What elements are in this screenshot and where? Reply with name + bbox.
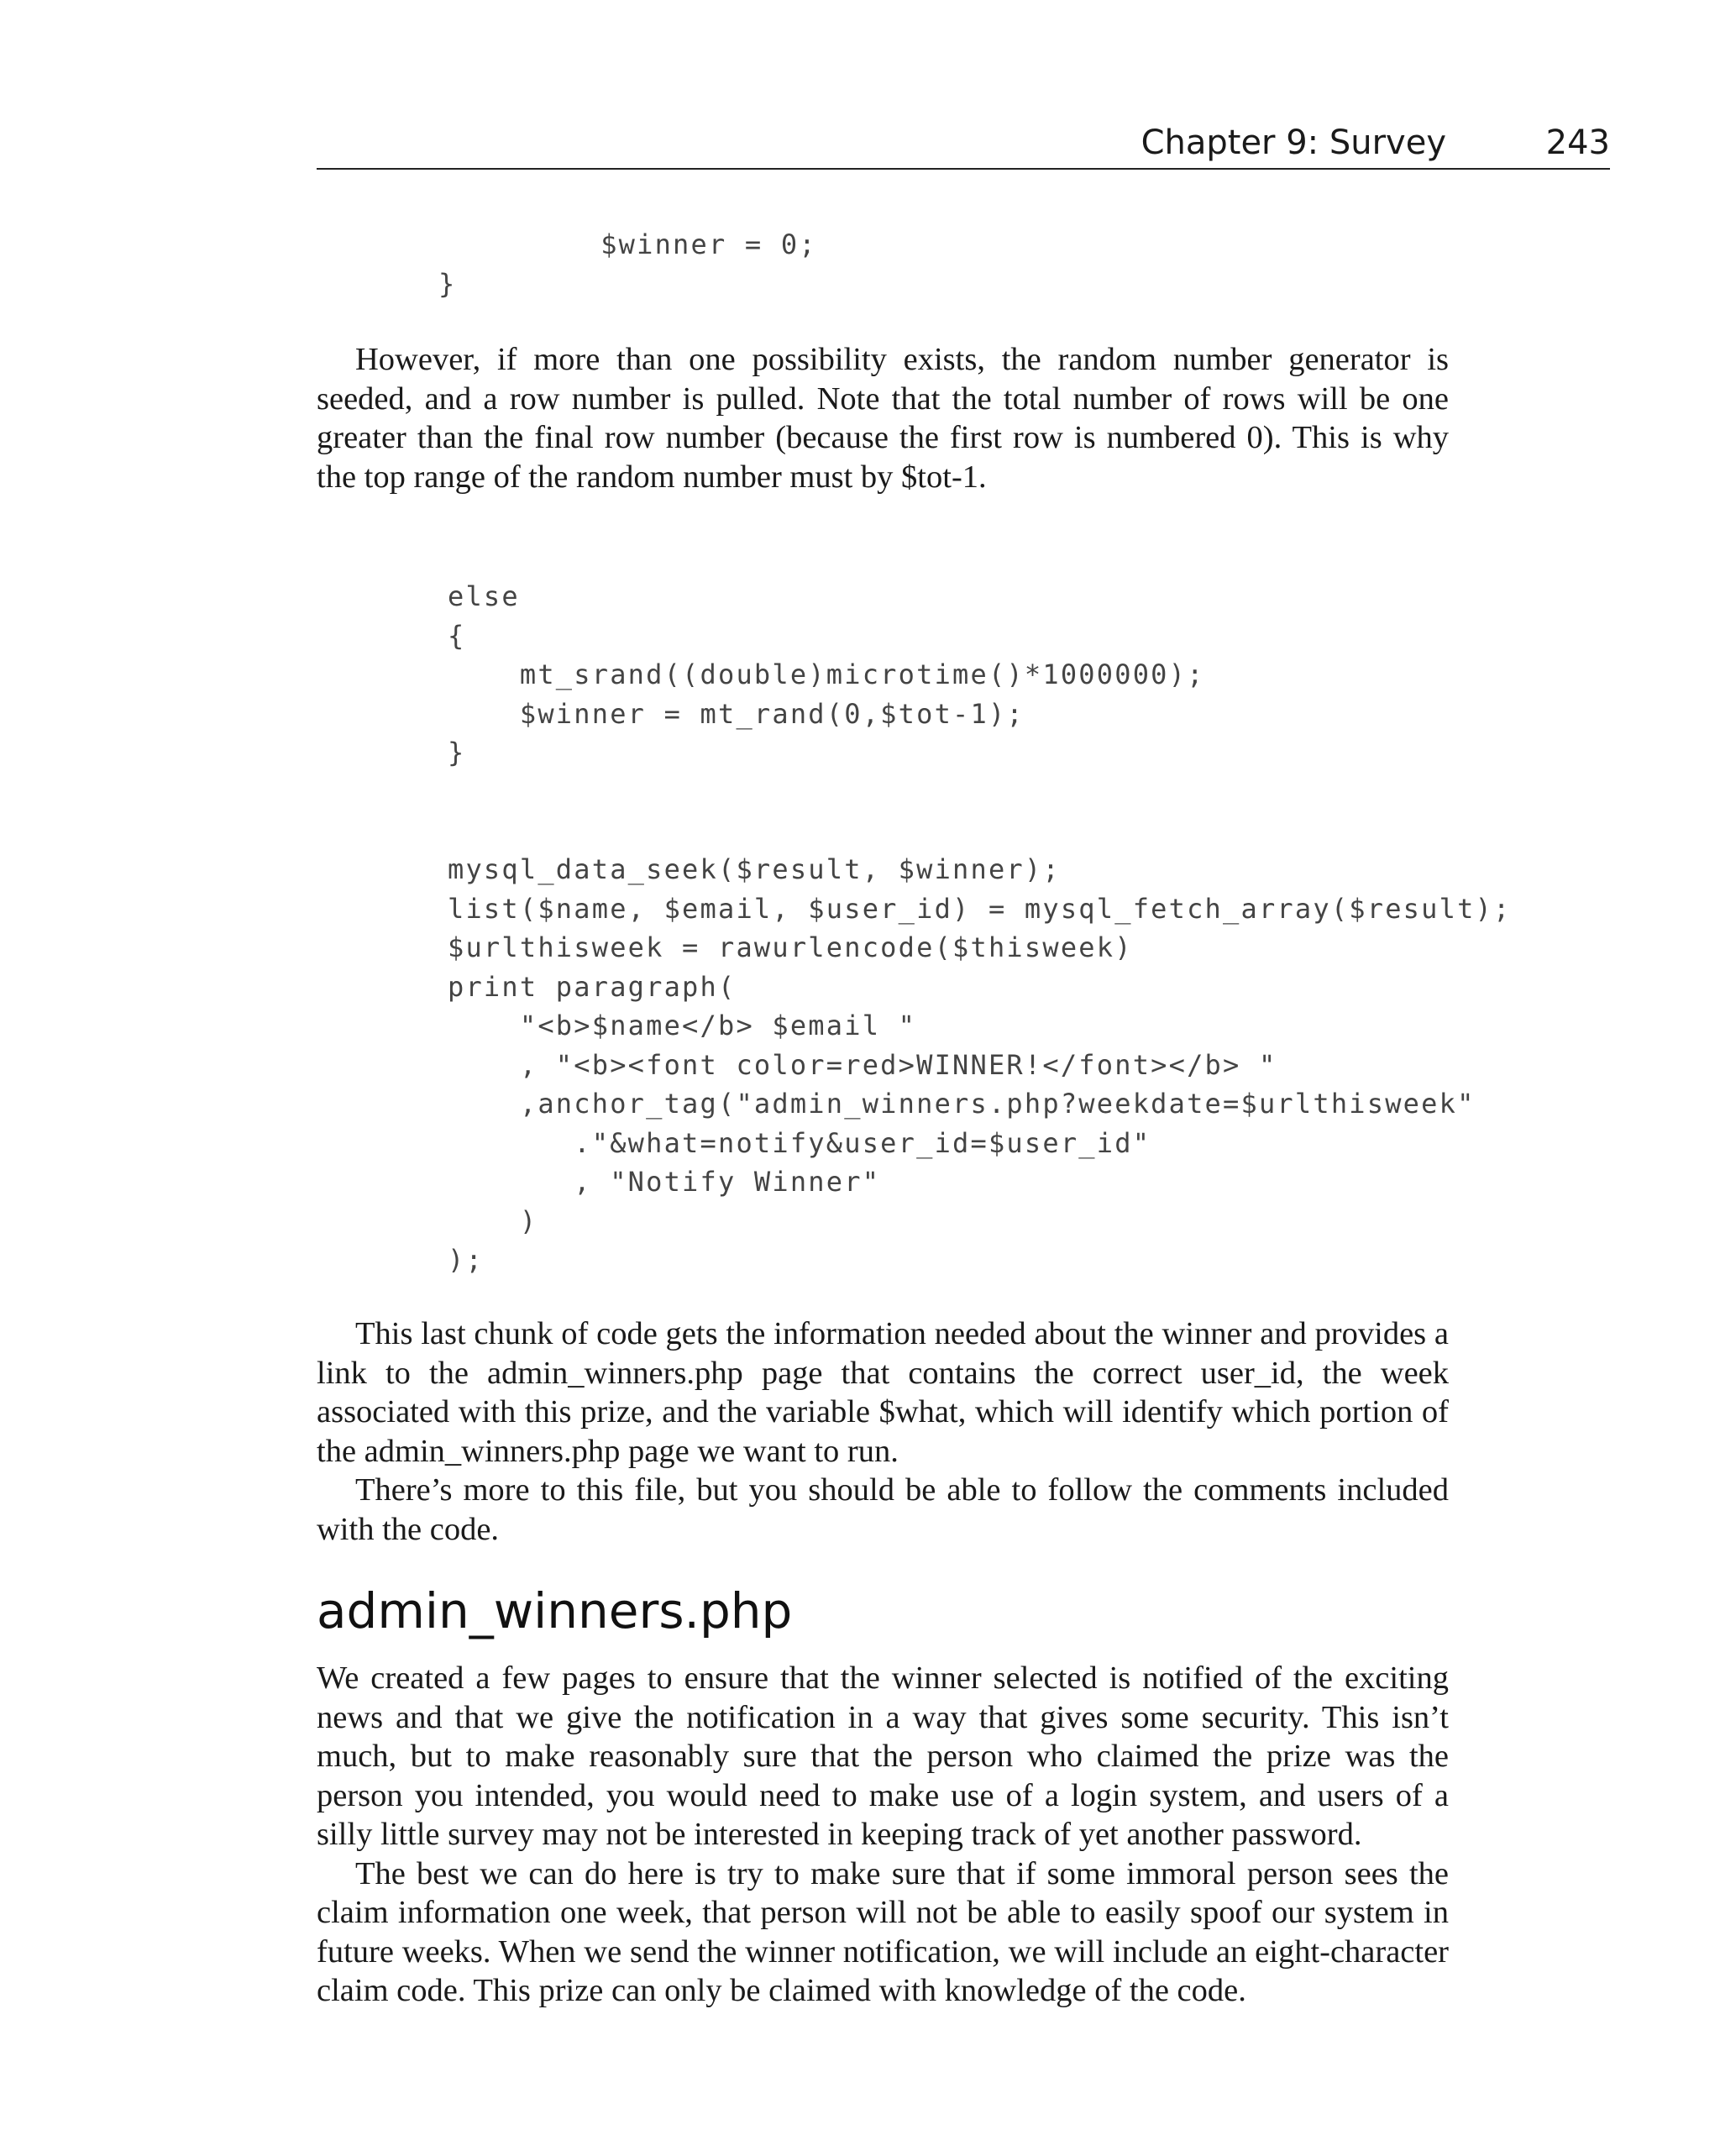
paragraph-admin-winners [317, 1659, 1449, 2011]
paragraph-text: This last chunk of code gets the information needed about the winner and provides a link to the admin_winners.php page that contains the correct user_id, the week associated with this prize, and the variable $what, which will identify which portion of the admin_winners.php page we want to run. [317, 1316, 1449, 1469]
code-block-else-rand: else { mt_srand((double)microtime()*1000000); $winner = mt_rand(0,$tot-1); } [448, 580, 1205, 769]
paragraph-text: The best we can do here is try to make sure that if some immoral person sees the claim information one week, that person will not be able to easily spoof our system in future weeks. When we send the winner notification, we will include an eight-character claim code. This prize can only be claimed with knowledge of the code. [317, 1855, 1449, 2008]
chapter-title: Chapter 9: Survey [1141, 123, 1446, 162]
section-heading: admin_winners.php [317, 1582, 793, 1639]
paragraph-last-chunk [317, 1314, 1449, 1549]
code-block-winner-zero: $winner = 0; } [438, 228, 817, 300]
paragraph-text: However, if more than one possibility exists, the random number generator is seeded, and a row number is pulled. Note that the total number of rows will be one greater than the final row number (because the first row is numbered 0). This is why the top range of the random number must by $tot-1. [317, 342, 1449, 495]
paragraph-text: We created a few pages to ensure that the winner selected is notified of the exciting news and that we give the notification in a way that gives some security. This isn’t much, but to make reasonably sure that the person who claimed the prize was the person you intended, you would need to make use of a login system, and users of a silly little survey may not be interested in keeping track of yet another password. [317, 1660, 1449, 1852]
code-block-data-seek: mysql_data_seek($result, $winner); list($name, $email, $user_id) = mysql_fetch_array($result); $urlthisweek = rawurlencode($thisweek) print paragraph( "<b>$name</b> $email " , "<b><font color=red>WINNER!</font></b> " ,anchor_tag("admin_winners.php?weekdate=$urlthisweek" ."&what=notify&user_id=$user_id" , "Notify Winner" ) ); [448, 853, 1512, 1276]
page-number: 243 [1545, 123, 1610, 162]
paragraph-random-seed [317, 340, 1449, 496]
running-head [317, 118, 1610, 170]
paragraph-text: There’s more to this file, but you should be able to follow the comments included with the code. [317, 1472, 1449, 1547]
